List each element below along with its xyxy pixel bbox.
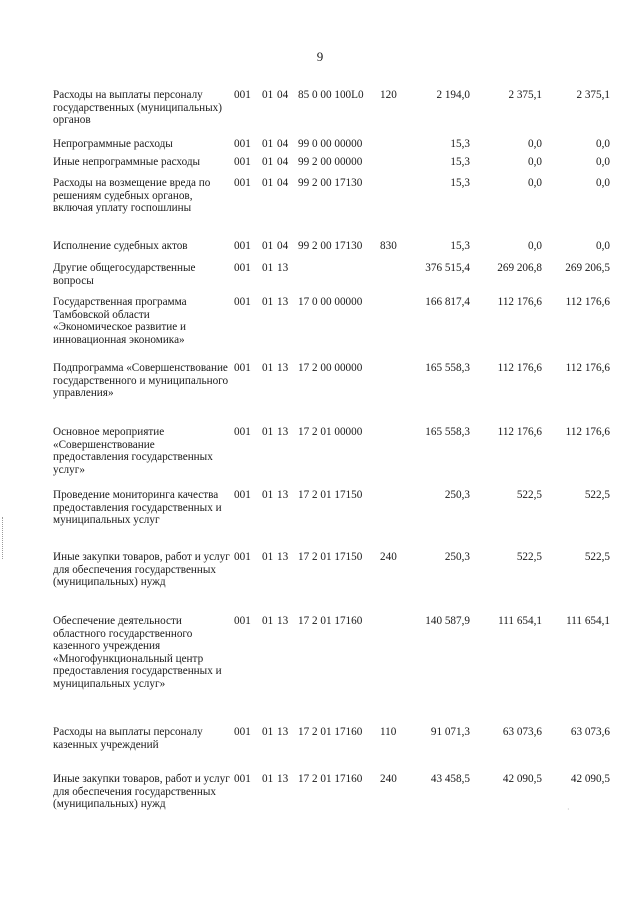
row-amount-year2: 2 375,1: [508, 89, 542, 101]
row-amount-year2: 0,0: [528, 138, 542, 150]
row-admin-code: 001: [234, 89, 251, 101]
row-amount-year3: 522,5: [584, 551, 610, 563]
row-target-code: 17 0 00 00000: [298, 296, 363, 308]
row-section: 01: [262, 138, 274, 150]
row-target-code: 99 0 00 00000: [298, 138, 363, 150]
row-name: Подпрограмма «Совершенствование государственного и муниципального управления»: [53, 362, 229, 400]
row-target-code: 17 2 01 17160: [298, 726, 363, 738]
row-expense-type: 830: [380, 240, 397, 252]
row-amount-year3: 0,0: [596, 138, 610, 150]
row-target-code: 85 0 00 100L0: [298, 89, 364, 101]
row-amount-year2: 63 073,6: [502, 726, 542, 738]
row-name: Расходы на возмещение вреда по решениям судебных органов, включая уплату госпошлины: [53, 177, 211, 215]
row-admin-code: 001: [234, 726, 251, 738]
row-name: Исполнение судебных актов: [53, 240, 188, 252]
row-amount-year3: 112 176,6: [565, 426, 610, 438]
row-section: 01: [262, 426, 274, 438]
row-name: Иные закупки товаров, работ и услуг для обеспечения государственных (муниципальных) нужд: [53, 773, 230, 811]
row-amount-year3: 0,0: [596, 177, 610, 189]
row-name: Обеспечение деятельности областного государственного казенного учреждения «Многофункциональный центр предоставления государственных и муниципальных услуг»: [53, 615, 222, 690]
row-target-code: 99 2 00 00000: [298, 156, 363, 168]
row-expense-type: 240: [380, 773, 397, 785]
row-amount-year3: 63 073,6: [570, 726, 610, 738]
row-amount-year2: 522,5: [516, 489, 542, 501]
row-target-code: 17 2 01 17150: [298, 551, 363, 563]
row-amount-year1: 250,3: [444, 489, 470, 501]
row-admin-code: 001: [234, 156, 251, 168]
row-amount-year1: 15,3: [450, 156, 470, 168]
row-amount-year3: 2 375,1: [576, 89, 610, 101]
row-subsection: 13: [277, 426, 289, 438]
row-admin-code: 001: [234, 489, 251, 501]
row-name: Иные закупки товаров, работ и услуг для обеспечения государственных (муниципальных) нужд: [53, 551, 230, 589]
row-amount-year3: 522,5: [584, 489, 610, 501]
row-expense-type: 120: [380, 89, 397, 101]
page-number: 9: [316, 49, 324, 64]
row-name: Иные непрограммные расходы: [53, 156, 201, 168]
row-admin-code: 001: [234, 262, 251, 274]
row-section: 01: [262, 362, 274, 374]
row-amount-year1: 165 558,3: [425, 362, 470, 374]
row-subsection: 13: [277, 773, 289, 785]
row-name: Проведение мониторинга качества предоставления государственных и муниципальных услуг: [53, 489, 222, 527]
row-amount-year1: 376 515,4: [425, 262, 470, 274]
row-subsection: 13: [277, 551, 289, 563]
row-section: 01: [262, 726, 274, 738]
row-section: 01: [262, 89, 274, 101]
row-amount-year2: 112 176,6: [497, 362, 542, 374]
row-amount-year2: 112 176,6: [497, 296, 542, 308]
row-subsection: 13: [277, 489, 289, 501]
row-amount-year3: 111 654,1: [566, 615, 610, 627]
row-expense-type: 110: [380, 726, 397, 738]
row-admin-code: 001: [234, 177, 251, 189]
row-name: Расходы на выплаты персоналу государственных (муниципальных) органов: [53, 89, 222, 127]
row-section: 01: [262, 240, 274, 252]
row-subsection: 13: [277, 362, 289, 374]
row-amount-year1: 15,3: [450, 240, 470, 252]
row-amount-year3: 0,0: [596, 240, 610, 252]
row-subsection: 04: [277, 138, 289, 150]
row-amount-year1: 43 458,5: [430, 773, 470, 785]
row-subsection: 04: [277, 177, 289, 189]
row-expense-type: 240: [380, 551, 397, 563]
row-amount-year3: 269 206,5: [565, 262, 610, 274]
row-target-code: 99 2 00 17130: [298, 177, 363, 189]
row-section: 01: [262, 156, 274, 168]
row-target-code: 17 2 01 17160: [298, 773, 363, 785]
row-subsection: 13: [277, 262, 289, 274]
row-amount-year3: 112 176,6: [565, 362, 610, 374]
row-admin-code: 001: [234, 362, 251, 374]
row-admin-code: 001: [234, 426, 251, 438]
row-admin-code: 001: [234, 296, 251, 308]
row-subsection: 13: [277, 726, 289, 738]
row-subsection: 04: [277, 240, 289, 252]
row-subsection: 04: [277, 156, 289, 168]
row-amount-year1: 165 558,3: [425, 426, 470, 438]
scan-margin-mark: [2, 517, 6, 559]
row-name: Расходы на выплаты персоналу казенных учреждений: [53, 726, 203, 751]
row-name: Непрограммные расходы: [53, 138, 173, 150]
row-amount-year1: 2 194,0: [436, 89, 470, 101]
scan-speck: ·: [567, 805, 570, 814]
row-amount-year2: 0,0: [528, 240, 542, 252]
row-amount-year1: 140 587,9: [425, 615, 470, 627]
row-amount-year1: 15,3: [450, 177, 470, 189]
row-name: Основное мероприятие «Совершенствование предоставления государственных услуг»: [53, 426, 213, 476]
row-section: 01: [262, 489, 274, 501]
row-admin-code: 001: [234, 138, 251, 150]
row-target-code: 17 2 00 00000: [298, 362, 363, 374]
row-amount-year2: 112 176,6: [497, 426, 542, 438]
row-amount-year1: 166 817,4: [425, 296, 470, 308]
row-amount-year2: 0,0: [528, 177, 542, 189]
row-section: 01: [262, 551, 274, 563]
row-amount-year2: 269 206,8: [497, 262, 542, 274]
row-target-code: 17 2 01 17160: [298, 615, 363, 627]
row-admin-code: 001: [234, 240, 251, 252]
row-amount-year1: 91 071,3: [430, 726, 470, 738]
row-admin-code: 001: [234, 773, 251, 785]
row-section: 01: [262, 177, 274, 189]
row-section: 01: [262, 773, 274, 785]
row-section: 01: [262, 615, 274, 627]
row-admin-code: 001: [234, 615, 251, 627]
row-target-code: 99 2 00 17130: [298, 240, 363, 252]
row-section: 01: [262, 262, 274, 274]
row-subsection: 13: [277, 296, 289, 308]
row-section: 01: [262, 296, 274, 308]
row-amount-year2: 0,0: [528, 156, 542, 168]
row-amount-year2: 111 654,1: [498, 615, 542, 627]
row-amount-year3: 42 090,5: [570, 773, 610, 785]
row-amount-year1: 15,3: [450, 138, 470, 150]
row-amount-year3: 0,0: [596, 156, 610, 168]
row-admin-code: 001: [234, 551, 251, 563]
row-amount-year2: 42 090,5: [502, 773, 542, 785]
row-name: Другие общегосударственные вопросы: [53, 262, 196, 287]
row-target-code: 17 2 01 00000: [298, 426, 363, 438]
row-amount-year3: 112 176,6: [565, 296, 610, 308]
row-amount-year2: 522,5: [516, 551, 542, 563]
row-amount-year1: 250,3: [444, 551, 470, 563]
row-subsection: 04: [277, 89, 289, 101]
row-subsection: 13: [277, 615, 289, 627]
row-name: Государственная программа Тамбовской области «Экономическое развитие и инновационная экономика»: [53, 296, 187, 346]
row-target-code: 17 2 01 17150: [298, 489, 363, 501]
